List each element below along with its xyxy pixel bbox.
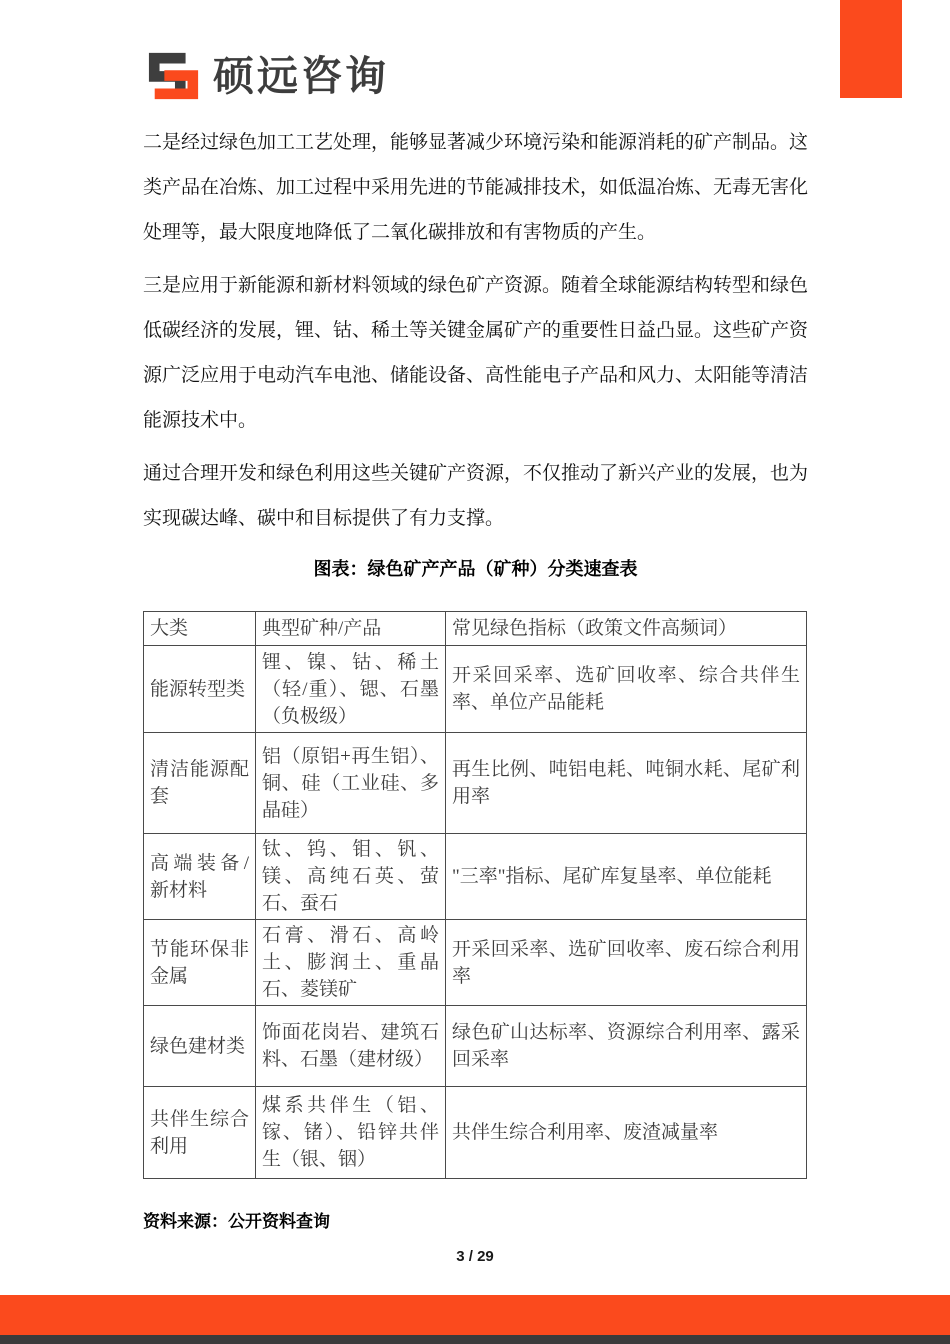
cell-category: 共伴生综合利用	[144, 1087, 256, 1179]
cell-category: 绿色建材类	[144, 1006, 256, 1087]
cell-category: 高端装备/新材料	[144, 834, 256, 920]
cell-minerals: 铝（原铝+再生铝）、铜、硅（工业硅、多晶硅）	[256, 733, 446, 834]
footer-dark-bar	[0, 1335, 950, 1344]
cell-indicators: 开采回采率、选矿回收率、废石综合利用率	[446, 920, 807, 1006]
mineral-classification-table	[143, 611, 807, 1179]
cell-indicators: 再生比例、吨铝电耗、吨铜水耗、尾矿利用率	[446, 733, 807, 834]
table-row	[144, 920, 807, 1006]
company-logo	[147, 50, 389, 102]
header-accent-block	[840, 0, 902, 98]
paragraph-green-processing: 二是经过绿色加工工艺处理，能够显著减少环境污染和能源消耗的矿产制品。这类产品在冶炼、加工过程中采用先进的节能减排技术，如低温冶炼、无毒无害化处理等，最大限度地降低了二氧化碳排放和有害物质的产生。	[143, 132, 809, 243]
cell-indicators: 共伴生综合利用率、废渣减量率	[446, 1087, 807, 1179]
cell-minerals: 锂、镍、钴、稀土（轻/重）、锶、石墨（负极级）	[256, 646, 446, 733]
cell-category: 节能环保非金属	[144, 920, 256, 1006]
table-row	[144, 1006, 807, 1087]
cell-minerals: 石膏、滑石、高岭土、膨润土、重晶石、菱镁矿	[256, 920, 446, 1006]
cell-indicators: 开采回采率、选矿回收率、综合共伴生率、单位产品能耗	[446, 646, 807, 733]
footer-accent-bar	[0, 1295, 950, 1335]
cell-indicators: "三率"指标、尾矿库复垦率、单位能耗	[446, 834, 807, 920]
header-minerals: 典型矿种/产品	[256, 612, 446, 646]
table-row	[144, 834, 807, 920]
table-row	[144, 1087, 807, 1179]
cell-minerals: 煤系共伴生（铝、镓、锗）、铅锌共伴生（银、铟）	[256, 1087, 446, 1179]
cell-minerals: 钛、钨、钼、钒、镁、高纯石英、萤石、蚕石	[256, 834, 446, 920]
cell-indicators: 绿色矿山达标率、资源综合利用率、露采回采率	[446, 1006, 807, 1087]
header-indicators: 常见绿色指标（政策文件高频词）	[446, 612, 807, 646]
source-note: 资料来源：公开资料查询	[143, 1212, 330, 1231]
logo-mark-icon	[147, 50, 201, 102]
document-body	[143, 120, 808, 1232]
table-row	[144, 733, 807, 834]
page-number: 3 / 29	[456, 1248, 494, 1265]
cell-minerals: 饰面花岗岩、建筑石料、石墨（建材级）	[256, 1006, 446, 1087]
table-row	[144, 646, 807, 733]
cell-category: 清洁能源配套	[144, 733, 256, 834]
table-title: 图表：绿色矿产产品（矿种）分类速查表	[313, 559, 638, 579]
table-header-row	[144, 612, 807, 646]
header-category: 大类	[144, 612, 256, 646]
cell-category: 能源转型类	[144, 646, 256, 733]
paragraph-new-energy-minerals: 三是应用于新能源和新材料领域的绿色矿产资源。随着全球能源结构转型和绿色低碳经济的发展，锂、钴、稀土等关键金属矿产的重要性日益凸显。这些矿产资源广泛应用于电动汽车电池、储能设备、高性能电子产品和风力、太阳能等清洁能源技术中。	[143, 275, 809, 431]
paragraph-carbon-goals: 通过合理开发和绿色利用这些关键矿产资源，不仅推动了新兴产业的发展，也为实现碳达峰、碳中和目标提供了有力支撑。	[143, 463, 809, 529]
company-name: 硕远咨询	[213, 52, 389, 99]
